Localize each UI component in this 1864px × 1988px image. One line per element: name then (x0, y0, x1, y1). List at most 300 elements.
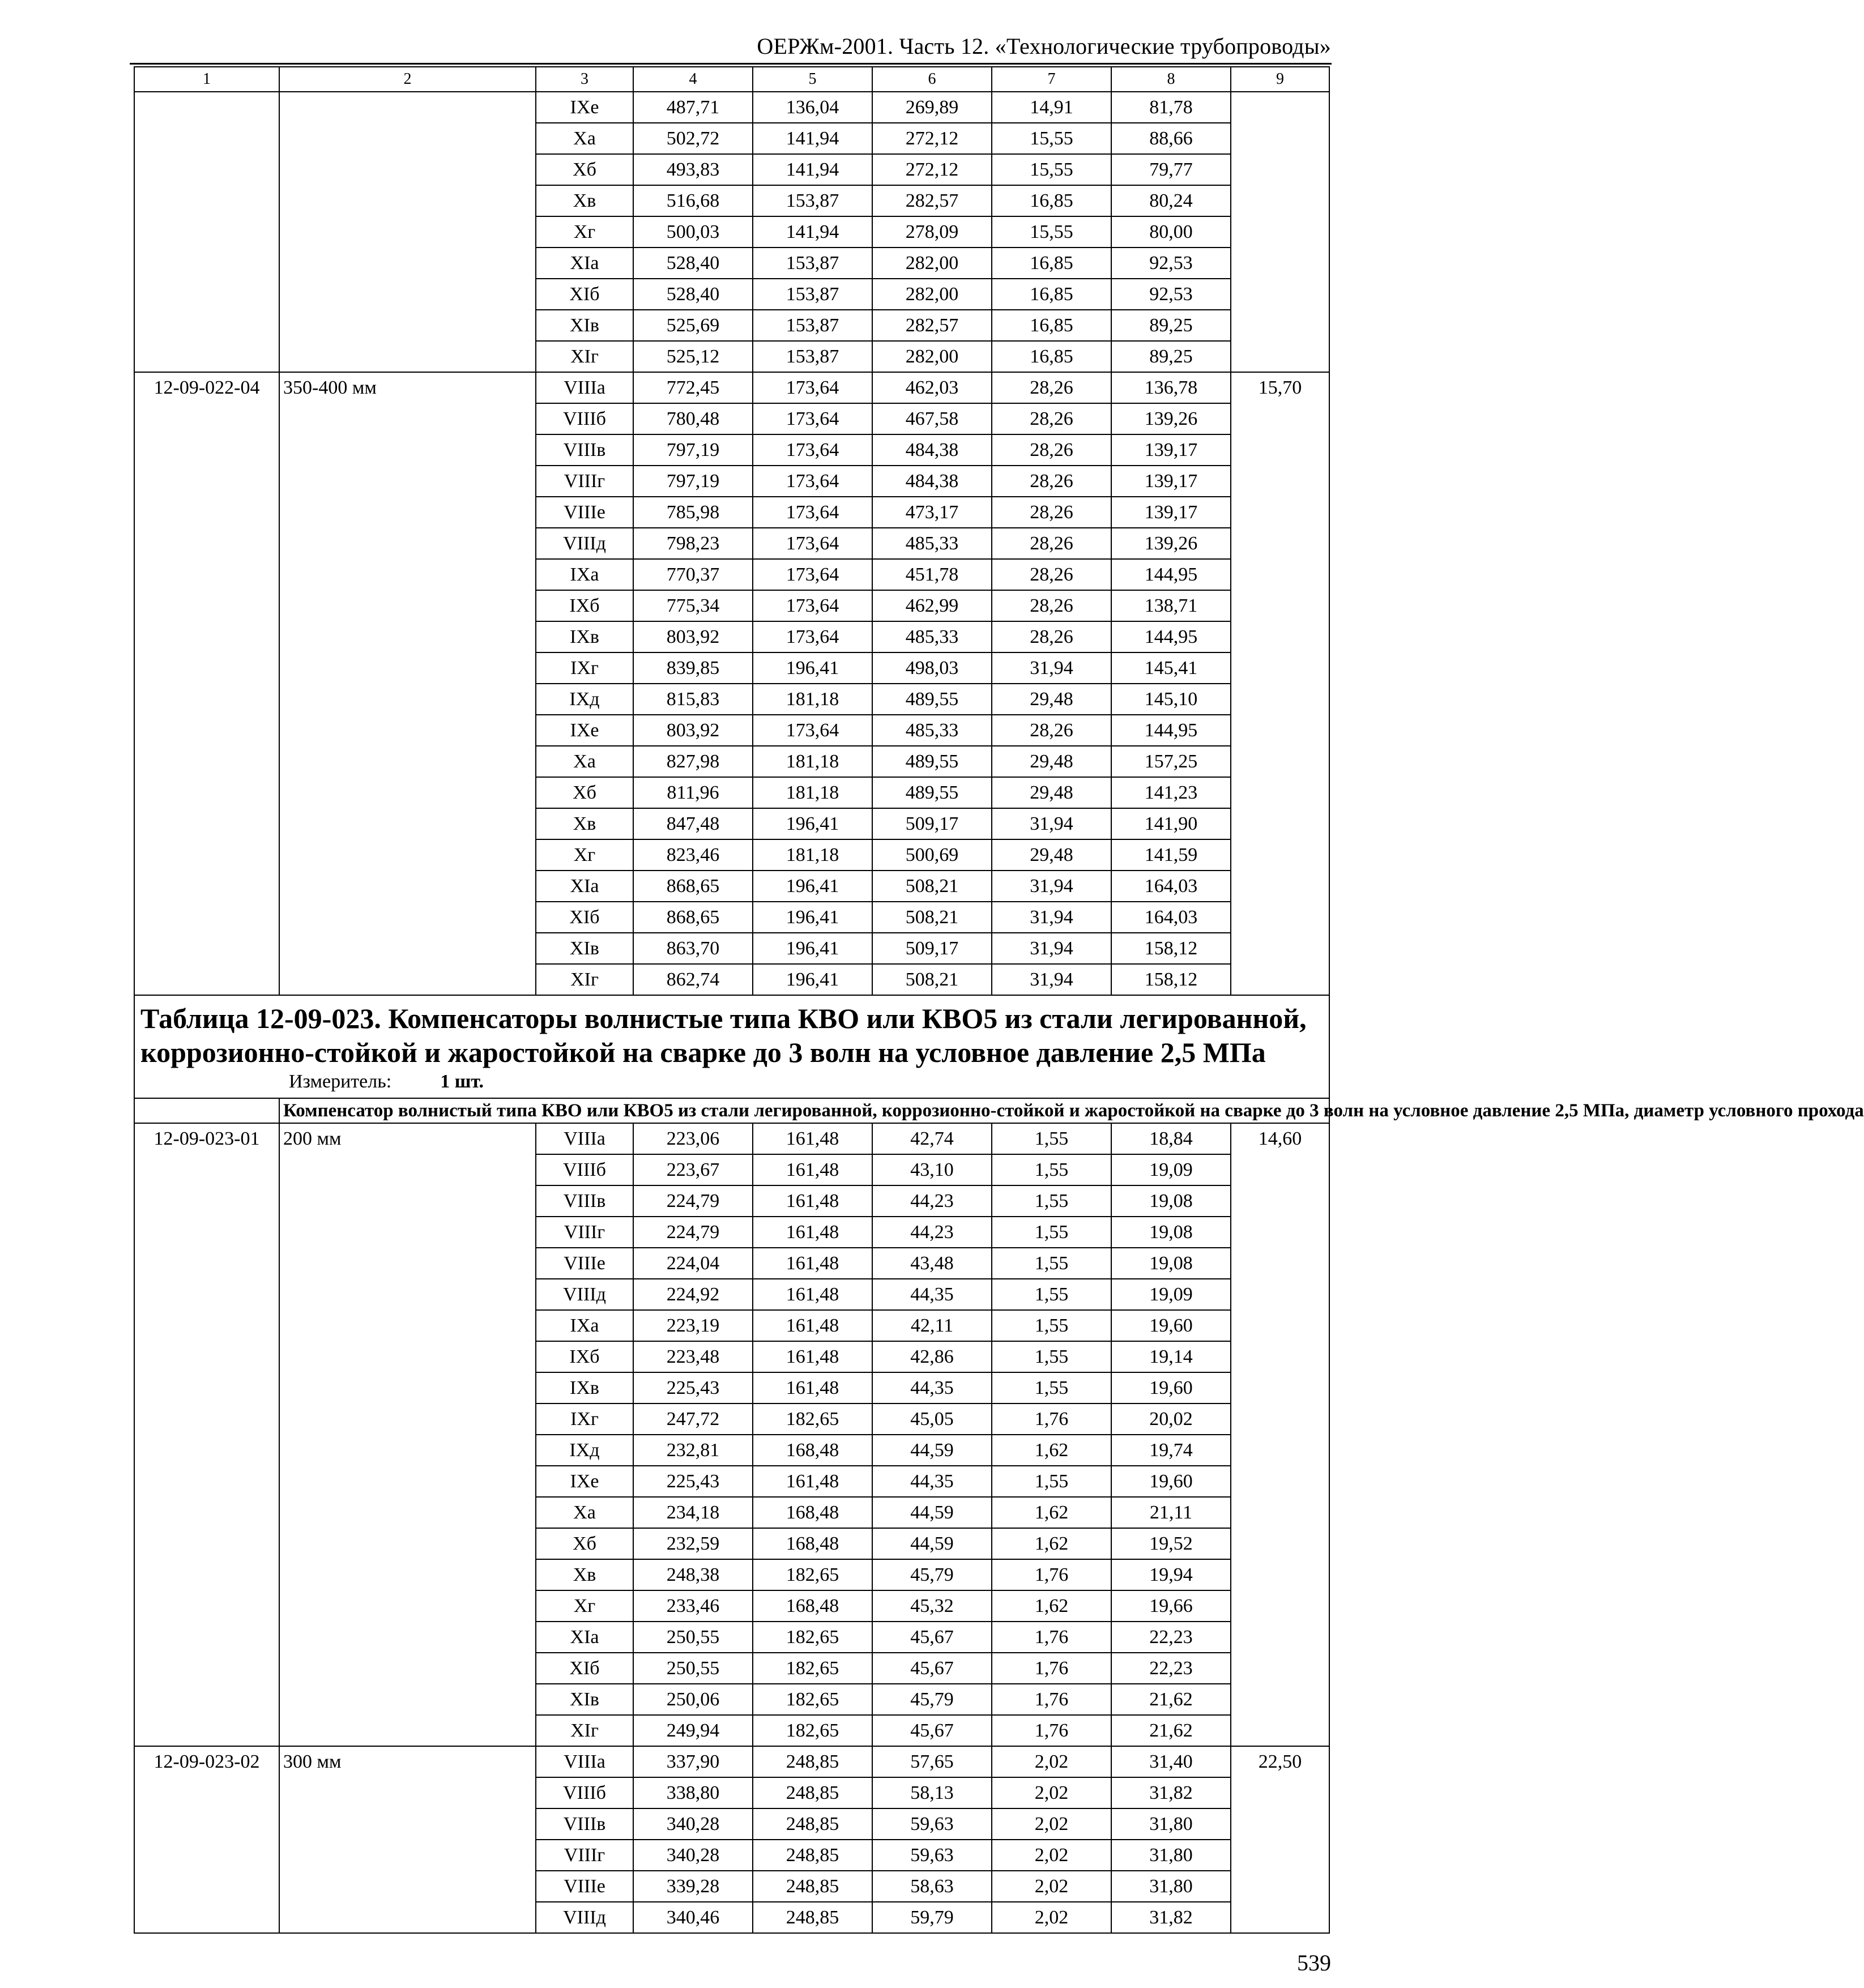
value-cell: 44,35 (872, 1372, 992, 1403)
item-code: 12-09-022-04 (134, 372, 279, 995)
value-cell: 139,26 (1111, 403, 1231, 434)
value-cell: 225,43 (633, 1372, 753, 1403)
value-cell: 1,55 (992, 1123, 1111, 1154)
column-number: 5 (753, 67, 872, 92)
value-cell: 2,02 (992, 1746, 1111, 1777)
value-cell: 839,85 (633, 652, 753, 684)
value-cell: 223,67 (633, 1154, 753, 1185)
value-cell: 509,17 (872, 933, 992, 964)
value-cell: 1,55 (992, 1310, 1111, 1341)
meter-label: Измеритель: (289, 1071, 392, 1092)
value-cell: 248,85 (753, 1871, 872, 1902)
value-cell: 224,79 (633, 1185, 753, 1217)
value-cell: 161,48 (753, 1154, 872, 1185)
value-cell: 339,28 (633, 1871, 753, 1902)
value-cell: 248,85 (753, 1840, 872, 1871)
value-cell: 42,74 (872, 1123, 992, 1154)
value-cell: 282,00 (872, 341, 992, 372)
value-cell: 31,80 (1111, 1808, 1231, 1840)
value-cell: 525,69 (633, 310, 753, 341)
value-cell: 233,46 (633, 1590, 753, 1622)
value-cell: 500,03 (633, 216, 753, 248)
value-cell: 29,48 (992, 746, 1111, 777)
value-cell: 196,41 (753, 933, 872, 964)
value-cell: 92,53 (1111, 248, 1231, 279)
value-cell: 31,82 (1111, 1902, 1231, 1933)
value-cell: 493,83 (633, 154, 753, 185)
steel-grade: Xг (536, 1590, 633, 1622)
steel-grade: XIа (536, 248, 633, 279)
steel-grade: Xв (536, 185, 633, 216)
value-cell: 272,12 (872, 123, 992, 154)
value-cell: 139,17 (1111, 434, 1231, 466)
value-cell: 29,48 (992, 684, 1111, 715)
value-cell: 19,74 (1111, 1435, 1231, 1466)
value-cell: 45,05 (872, 1403, 992, 1435)
running-header: ОЕРЖм-2001. Часть 12. «Технологические трубопроводы» (757, 33, 1331, 59)
table-row (134, 372, 1329, 403)
value-cell: 196,41 (753, 902, 872, 933)
value-cell: 28,26 (992, 715, 1111, 746)
value-cell: 21,62 (1111, 1715, 1231, 1746)
value-cell: 158,12 (1111, 964, 1231, 995)
column-number: 9 (1231, 67, 1329, 92)
item-dimension: 200 мм (279, 1123, 536, 1746)
value-cell: 181,18 (753, 839, 872, 871)
value-cell: 489,55 (872, 684, 992, 715)
value-cell: 196,41 (753, 652, 872, 684)
page-number: 539 (1297, 1950, 1331, 1976)
value-cell: 272,12 (872, 154, 992, 185)
value-cell: 225,43 (633, 1466, 753, 1497)
value-cell: 31,94 (992, 808, 1111, 839)
value-cell: 153,87 (753, 248, 872, 279)
steel-grade: VIIIв (536, 434, 633, 466)
value-cell: 16,85 (992, 248, 1111, 279)
value-cell: 59,79 (872, 1902, 992, 1933)
value-cell: 81,78 (1111, 92, 1231, 123)
value-cell: 338,80 (633, 1777, 753, 1808)
column-number: 1 (134, 67, 279, 92)
value-cell: 182,65 (753, 1403, 872, 1435)
value-cell: 15,55 (992, 216, 1111, 248)
steel-grade: XIв (536, 310, 633, 341)
value-cell: 250,55 (633, 1622, 753, 1653)
value-cell: 797,19 (633, 466, 753, 497)
value-cell: 224,79 (633, 1217, 753, 1248)
value-cell: 28,26 (992, 497, 1111, 528)
value-cell: 89,25 (1111, 310, 1231, 341)
value-cell: 28,26 (992, 403, 1111, 434)
value-cell: 2,02 (992, 1902, 1111, 1933)
value-cell: 278,09 (872, 216, 992, 248)
value-cell: 88,66 (1111, 123, 1231, 154)
value-cell: 139,17 (1111, 466, 1231, 497)
value-cell: 19,60 (1111, 1310, 1231, 1341)
table-title-row (134, 995, 1329, 1098)
steel-grade: Xб (536, 1528, 633, 1559)
value-cell: 196,41 (753, 871, 872, 902)
column-number: 2 (279, 67, 536, 92)
value-cell: 182,65 (753, 1622, 872, 1653)
steel-grade: IXб (536, 590, 633, 621)
value-cell: 248,85 (753, 1777, 872, 1808)
value-cell: 248,38 (633, 1559, 753, 1590)
value-cell: 153,87 (753, 185, 872, 216)
value-cell: 473,17 (872, 497, 992, 528)
value-cell: 31,94 (992, 964, 1111, 995)
value-cell: 15,55 (992, 123, 1111, 154)
value-cell: 141,59 (1111, 839, 1231, 871)
value-cell: 516,68 (633, 185, 753, 216)
value-cell: 31,82 (1111, 1777, 1231, 1808)
value-cell: 164,03 (1111, 902, 1231, 933)
value-cell: 141,23 (1111, 777, 1231, 808)
value-cell: 28,26 (992, 434, 1111, 466)
value-cell: 168,48 (753, 1590, 872, 1622)
value-cell: 14,91 (992, 92, 1111, 123)
steel-grade: VIIIб (536, 403, 633, 434)
measurement-unit (140, 1070, 1324, 1093)
value-cell: 770,37 (633, 559, 753, 590)
value-cell: 1,62 (992, 1497, 1111, 1528)
value-cell: 234,18 (633, 1497, 753, 1528)
value-cell: 168,48 (753, 1435, 872, 1466)
value-cell: 173,64 (753, 621, 872, 652)
table-row (134, 1123, 1329, 1154)
item-col9 (1231, 92, 1329, 372)
value-cell: 161,48 (753, 1341, 872, 1372)
value-cell: 508,21 (872, 902, 992, 933)
steel-grade: XIб (536, 1653, 633, 1684)
value-cell: 528,40 (633, 248, 753, 279)
value-cell: 161,48 (753, 1310, 872, 1341)
value-cell: 58,13 (872, 1777, 992, 1808)
value-cell: 161,48 (753, 1372, 872, 1403)
value-cell: 153,87 (753, 279, 872, 310)
value-cell: 141,94 (753, 154, 872, 185)
empty-cell (134, 1098, 279, 1123)
value-cell: 31,94 (992, 933, 1111, 964)
value-cell: 1,55 (992, 1466, 1111, 1497)
value-cell: 1,76 (992, 1622, 1111, 1653)
steel-grade: XIг (536, 1715, 633, 1746)
value-cell: 173,64 (753, 466, 872, 497)
item-description: Компенсатор волнистый типа КВО или КВО5 из стали легированной, коррозионно-стойкой и жаростойкой на сварке до 3 волн на условное давление 2,5 МПа, диаметр условного прохода (279, 1098, 1329, 1123)
table-row (134, 92, 1329, 123)
value-cell: 29,48 (992, 839, 1111, 871)
column-number: 3 (536, 67, 633, 92)
value-cell: 337,90 (633, 1746, 753, 1777)
value-cell: 45,67 (872, 1653, 992, 1684)
table-title (134, 995, 1329, 1098)
value-cell: 15,55 (992, 154, 1111, 185)
value-cell: 21,62 (1111, 1684, 1231, 1715)
value-cell: 21,11 (1111, 1497, 1231, 1528)
table-title-line: коррозионно-стойкой и жаростойкой на сварке до 3 волн на условное давление 2,5 МПа (140, 1036, 1266, 1068)
value-cell: 508,21 (872, 871, 992, 902)
value-cell: 22,23 (1111, 1653, 1231, 1684)
value-cell: 196,41 (753, 964, 872, 995)
value-cell: 42,11 (872, 1310, 992, 1341)
value-cell: 181,18 (753, 684, 872, 715)
value-cell: 31,94 (992, 652, 1111, 684)
steel-grade: VIIIе (536, 1248, 633, 1279)
value-cell: 45,67 (872, 1715, 992, 1746)
steel-grade: Xб (536, 154, 633, 185)
table-row (134, 1746, 1329, 1777)
value-cell: 502,72 (633, 123, 753, 154)
steel-grade: XIг (536, 964, 633, 995)
value-cell: 16,85 (992, 279, 1111, 310)
value-cell: 29,48 (992, 777, 1111, 808)
value-cell: 139,26 (1111, 528, 1231, 559)
value-cell: 249,94 (633, 1715, 753, 1746)
value-cell: 484,38 (872, 434, 992, 466)
value-cell: 528,40 (633, 279, 753, 310)
steel-grade: XIа (536, 871, 633, 902)
steel-grade: VIIIб (536, 1777, 633, 1808)
value-cell: 1,55 (992, 1185, 1111, 1217)
steel-grade: Xв (536, 808, 633, 839)
value-cell: 44,35 (872, 1279, 992, 1310)
value-cell: 798,23 (633, 528, 753, 559)
steel-grade: XIб (536, 902, 633, 933)
steel-grade: XIв (536, 1684, 633, 1715)
value-cell: 28,26 (992, 559, 1111, 590)
value-cell: 19,60 (1111, 1372, 1231, 1403)
value-cell: 19,08 (1111, 1217, 1231, 1248)
value-cell: 248,85 (753, 1746, 872, 1777)
steel-grade: VIIIв (536, 1808, 633, 1840)
value-cell: 31,80 (1111, 1871, 1231, 1902)
meter-value: 1 шт. (440, 1071, 484, 1092)
steel-grade: XIв (536, 933, 633, 964)
item-dimension: 300 мм (279, 1746, 536, 1933)
value-cell: 79,77 (1111, 154, 1231, 185)
value-cell: 141,94 (753, 216, 872, 248)
value-cell: 1,76 (992, 1684, 1111, 1715)
value-cell: 2,02 (992, 1871, 1111, 1902)
table-title-line: Таблица 12-09-023. Компенсаторы волнистые типа КВО или КВО5 из стали легированной, (140, 1002, 1307, 1034)
header-rule (130, 63, 1332, 65)
column-number: 6 (872, 67, 992, 92)
steel-grade: IXг (536, 652, 633, 684)
item-code (134, 92, 279, 372)
value-cell: 815,83 (633, 684, 753, 715)
steel-grade: IXа (536, 1310, 633, 1341)
value-cell: 498,03 (872, 652, 992, 684)
value-cell: 485,33 (872, 528, 992, 559)
value-cell: 161,48 (753, 1217, 872, 1248)
price-table (134, 66, 1864, 1934)
value-cell: 153,87 (753, 310, 872, 341)
value-cell: 161,48 (753, 1185, 872, 1217)
value-cell: 1,55 (992, 1372, 1111, 1403)
steel-grade: VIIIа (536, 1746, 633, 1777)
steel-grade: Xа (536, 1497, 633, 1528)
value-cell: 141,90 (1111, 808, 1231, 839)
value-cell: 780,48 (633, 403, 753, 434)
value-cell: 42,86 (872, 1341, 992, 1372)
value-cell: 500,69 (872, 839, 992, 871)
value-cell: 223,48 (633, 1341, 753, 1372)
value-cell: 1,62 (992, 1528, 1111, 1559)
value-cell: 489,55 (872, 746, 992, 777)
value-cell: 785,98 (633, 497, 753, 528)
value-cell: 248,85 (753, 1902, 872, 1933)
steel-grade: Xв (536, 1559, 633, 1590)
steel-grade: VIIIа (536, 372, 633, 403)
value-cell: 863,70 (633, 933, 753, 964)
value-cell: 31,94 (992, 871, 1111, 902)
value-cell: 467,58 (872, 403, 992, 434)
value-cell: 182,65 (753, 1559, 872, 1590)
value-cell: 19,09 (1111, 1279, 1231, 1310)
value-cell: 232,59 (633, 1528, 753, 1559)
steel-grade: XIг (536, 341, 633, 372)
steel-grade: VIIIд (536, 1279, 633, 1310)
value-cell: 462,99 (872, 590, 992, 621)
value-cell: 58,63 (872, 1871, 992, 1902)
steel-grade: VIIIе (536, 497, 633, 528)
value-cell: 173,64 (753, 715, 872, 746)
value-cell: 139,17 (1111, 497, 1231, 528)
value-cell: 282,00 (872, 248, 992, 279)
value-cell: 22,23 (1111, 1622, 1231, 1653)
value-cell: 19,14 (1111, 1341, 1231, 1372)
value-cell: 223,19 (633, 1310, 753, 1341)
value-cell: 44,23 (872, 1185, 992, 1217)
value-cell: 16,85 (992, 341, 1111, 372)
value-cell: 803,92 (633, 715, 753, 746)
value-cell: 182,65 (753, 1684, 872, 1715)
value-cell: 224,04 (633, 1248, 753, 1279)
value-cell: 847,48 (633, 808, 753, 839)
value-cell: 508,21 (872, 964, 992, 995)
value-cell: 16,85 (992, 310, 1111, 341)
value-cell: 44,59 (872, 1497, 992, 1528)
value-cell: 1,76 (992, 1715, 1111, 1746)
value-cell: 1,55 (992, 1248, 1111, 1279)
value-cell: 153,87 (753, 341, 872, 372)
value-cell: 28,26 (992, 590, 1111, 621)
value-cell: 173,64 (753, 434, 872, 466)
value-cell: 57,65 (872, 1746, 992, 1777)
value-cell: 1,76 (992, 1403, 1111, 1435)
column-number: 8 (1111, 67, 1231, 92)
value-cell: 18,84 (1111, 1123, 1231, 1154)
value-cell: 44,35 (872, 1466, 992, 1497)
column-number: 4 (633, 67, 753, 92)
value-cell: 489,55 (872, 777, 992, 808)
value-cell: 1,55 (992, 1217, 1111, 1248)
value-cell: 868,65 (633, 871, 753, 902)
steel-grade: VIIIб (536, 1154, 633, 1185)
value-cell: 168,48 (753, 1528, 872, 1559)
value-cell: 196,41 (753, 808, 872, 839)
value-cell: 19,94 (1111, 1559, 1231, 1590)
value-cell: 80,24 (1111, 185, 1231, 216)
value-cell: 248,85 (753, 1808, 872, 1840)
value-cell: 144,95 (1111, 621, 1231, 652)
value-cell: 173,64 (753, 497, 872, 528)
steel-grade: Xб (536, 777, 633, 808)
value-cell: 45,67 (872, 1622, 992, 1653)
value-cell: 2,02 (992, 1840, 1111, 1871)
value-cell: 224,92 (633, 1279, 753, 1310)
steel-grade: IXе (536, 1466, 633, 1497)
value-cell: 1,76 (992, 1653, 1111, 1684)
steel-grade: Xг (536, 839, 633, 871)
value-cell: 181,18 (753, 777, 872, 808)
item-code: 12-09-023-02 (134, 1746, 279, 1933)
value-cell: 485,33 (872, 715, 992, 746)
value-cell: 31,80 (1111, 1840, 1231, 1871)
value-cell: 19,09 (1111, 1154, 1231, 1185)
value-cell: 250,06 (633, 1684, 753, 1715)
value-cell: 772,45 (633, 372, 753, 403)
steel-grade: IXв (536, 1372, 633, 1403)
value-cell: 484,38 (872, 466, 992, 497)
value-cell: 223,06 (633, 1123, 753, 1154)
value-cell: 161,48 (753, 1248, 872, 1279)
value-cell: 282,57 (872, 310, 992, 341)
value-cell: 1,62 (992, 1590, 1111, 1622)
value-cell: 173,64 (753, 559, 872, 590)
value-cell: 19,66 (1111, 1590, 1231, 1622)
value-cell: 182,65 (753, 1653, 872, 1684)
steel-grade: IXв (536, 621, 633, 652)
value-cell: 182,65 (753, 1715, 872, 1746)
value-cell: 43,10 (872, 1154, 992, 1185)
value-cell: 487,71 (633, 92, 753, 123)
value-cell: 862,74 (633, 964, 753, 995)
value-cell: 20,02 (1111, 1403, 1231, 1435)
value-cell: 80,00 (1111, 216, 1231, 248)
steel-grade: Xг (536, 216, 633, 248)
steel-grade: VIIIд (536, 528, 633, 559)
value-cell: 144,95 (1111, 715, 1231, 746)
value-cell: 1,76 (992, 1559, 1111, 1590)
value-cell: 19,60 (1111, 1466, 1231, 1497)
column-number-row (134, 67, 1329, 92)
item-col9: 15,70 (1231, 372, 1329, 995)
steel-grade: IXа (536, 559, 633, 590)
value-cell: 823,46 (633, 839, 753, 871)
value-cell: 811,96 (633, 777, 753, 808)
value-cell: 1,55 (992, 1279, 1111, 1310)
steel-grade: VIIIв (536, 1185, 633, 1217)
value-cell: 59,63 (872, 1808, 992, 1840)
steel-grade: IXб (536, 1341, 633, 1372)
value-cell: 28,26 (992, 466, 1111, 497)
steel-grade: IXг (536, 1403, 633, 1435)
item-dimension: 350-400 мм (279, 372, 536, 995)
value-cell: 340,28 (633, 1840, 753, 1871)
value-cell: 19,08 (1111, 1248, 1231, 1279)
value-cell: 44,23 (872, 1217, 992, 1248)
steel-grade: VIIIа (536, 1123, 633, 1154)
value-cell: 19,52 (1111, 1528, 1231, 1559)
value-cell: 173,64 (753, 372, 872, 403)
value-cell: 28,26 (992, 528, 1111, 559)
column-number: 7 (992, 67, 1111, 92)
value-cell: 173,64 (753, 403, 872, 434)
value-cell: 269,89 (872, 92, 992, 123)
item-col9: 14,60 (1231, 1123, 1329, 1746)
value-cell: 282,57 (872, 185, 992, 216)
